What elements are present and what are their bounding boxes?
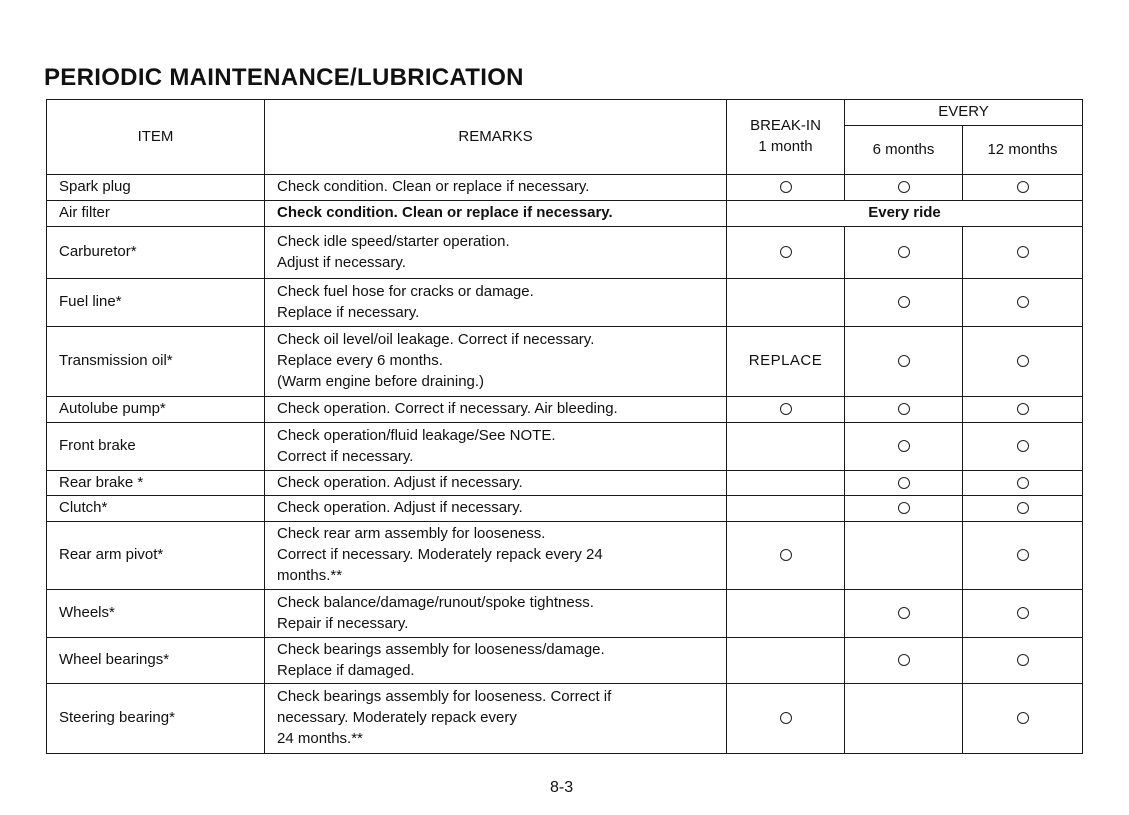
remarks-cell — [265, 201, 727, 227]
remark-line: Replace if damaged. — [277, 661, 415, 679]
table-row — [47, 638, 1083, 684]
page-title: PERIODIC MAINTENANCE/LUBRICATION — [44, 64, 524, 91]
break-in-cell — [727, 423, 845, 471]
break-in-label: BREAK-IN — [750, 117, 821, 135]
circle-icon — [1017, 654, 1029, 666]
item-cell: Wheels* — [47, 590, 265, 638]
item-cell: Clutch* — [47, 496, 265, 522]
remark-line: Check condition. Clean or replace if necessary. — [277, 204, 613, 222]
table-row — [47, 397, 1083, 423]
twelve-months-cell — [963, 496, 1083, 522]
circle-icon — [1017, 712, 1029, 724]
item-cell: Front brake — [47, 423, 265, 471]
six-months-cell — [845, 279, 963, 327]
six-months-cell — [845, 397, 963, 423]
twelve-months-cell — [963, 471, 1083, 496]
every-column-header: EVERY — [845, 100, 1083, 126]
remark-line: Check balance/damage/runout/spoke tightness. — [277, 593, 594, 611]
table-body — [47, 175, 1083, 754]
six-months-column-header: 6 months — [845, 126, 963, 175]
break-in-cell — [727, 175, 845, 201]
circle-icon — [898, 502, 910, 514]
circle-icon — [898, 296, 910, 308]
twelve-months-column-header: 12 months — [963, 126, 1083, 175]
twelve-months-cell — [963, 227, 1083, 279]
twelve-months-cell — [963, 279, 1083, 327]
remark-line: Check bearings assembly for looseness. Correct if — [277, 688, 612, 706]
item-cell: Transmission oil* — [47, 327, 265, 397]
remark-line: Check fuel hose for cracks or damage. — [277, 282, 534, 300]
circle-icon — [780, 246, 792, 258]
remarks-cell — [265, 522, 727, 590]
table-header — [47, 100, 1083, 175]
remarks-cell — [265, 496, 727, 522]
remark-line: Replace if necessary. — [277, 303, 420, 321]
circle-icon — [780, 403, 792, 415]
circle-icon — [898, 246, 910, 258]
table-row — [47, 201, 1083, 227]
table-row — [47, 471, 1083, 496]
circle-icon — [780, 181, 792, 193]
remark-line: Check condition. Clean or replace if necessary. — [277, 178, 590, 196]
six-months-cell — [845, 175, 963, 201]
remarks-column-header: REMARKS — [265, 100, 727, 175]
six-months-cell — [845, 327, 963, 397]
remark-line: Check idle speed/starter operation. — [277, 232, 510, 250]
remark-line: Check operation/fluid leakage/See NOTE. — [277, 426, 556, 444]
break-in-cell — [727, 397, 845, 423]
break-in-cell — [727, 471, 845, 496]
remarks-cell — [265, 397, 727, 423]
remark-line: months.** — [277, 566, 343, 584]
circle-icon — [898, 403, 910, 415]
circle-icon — [1017, 607, 1029, 619]
remarks-cell — [265, 279, 727, 327]
six-months-cell — [845, 227, 963, 279]
circle-icon — [898, 355, 910, 367]
table-row — [47, 590, 1083, 638]
break-in-cell — [727, 684, 845, 754]
six-months-cell — [845, 471, 963, 496]
circle-icon — [1017, 403, 1029, 415]
twelve-months-cell — [963, 327, 1083, 397]
break-in-cell — [727, 227, 845, 279]
item-cell: Steering bearing* — [47, 684, 265, 754]
item-cell: Fuel line* — [47, 279, 265, 327]
break-in-cell — [727, 279, 845, 327]
remark-line: Check operation. Adjust if necessary. — [277, 473, 523, 491]
twelve-months-cell — [963, 522, 1083, 590]
every-ride-cell: Every ride — [727, 201, 1083, 227]
break-in-cell: REPLACE — [727, 327, 845, 397]
item-cell: Rear brake * — [47, 471, 265, 496]
circle-icon — [780, 549, 792, 561]
twelve-months-cell — [963, 397, 1083, 423]
remarks-cell — [265, 638, 727, 684]
remarks-cell — [265, 684, 727, 754]
break-in-cell — [727, 522, 845, 590]
remark-line: Check operation. Adjust if necessary. — [277, 499, 523, 517]
item-cell: Carburetor* — [47, 227, 265, 279]
circle-icon — [1017, 355, 1029, 367]
circle-icon — [898, 607, 910, 619]
table-row — [47, 227, 1083, 279]
item-cell: Rear arm pivot* — [47, 522, 265, 590]
remark-line: Adjust if necessary. — [277, 253, 406, 271]
remark-line: necessary. Moderately repack every — [277, 709, 517, 727]
remark-line: Correct if necessary. — [277, 447, 414, 465]
table-row — [47, 522, 1083, 590]
circle-icon — [780, 712, 792, 724]
remark-line: Check bearings assembly for looseness/damage. — [277, 640, 605, 658]
break-in-column-header — [727, 100, 845, 175]
remarks-cell — [265, 327, 727, 397]
table-row — [47, 279, 1083, 327]
remarks-cell — [265, 471, 727, 496]
circle-icon — [1017, 502, 1029, 514]
remark-line: Check rear arm assembly for looseness. — [277, 525, 546, 543]
remarks-cell — [265, 590, 727, 638]
six-months-cell — [845, 590, 963, 638]
page-number: 8-3 — [550, 779, 574, 796]
twelve-months-cell — [963, 590, 1083, 638]
circle-icon — [1017, 181, 1029, 193]
break-in-cell — [727, 496, 845, 522]
item-cell: Spark plug — [47, 175, 265, 201]
six-months-cell — [845, 638, 963, 684]
remark-line: Check oil level/oil leakage. Correct if necessary. — [277, 331, 595, 349]
remark-line: Repair if necessary. — [277, 614, 409, 632]
table-row — [47, 327, 1083, 397]
circle-icon — [1017, 246, 1029, 258]
circle-icon — [898, 654, 910, 666]
remark-line: Check operation. Correct if necessary. Air bleeding. — [277, 400, 618, 418]
remarks-cell — [265, 175, 727, 201]
item-cell: Air filter — [47, 201, 265, 227]
circle-icon — [898, 440, 910, 452]
twelve-months-cell — [963, 175, 1083, 201]
circle-icon — [1017, 296, 1029, 308]
break-in-period: 1 month — [758, 138, 813, 155]
item-cell: Wheel bearings* — [47, 638, 265, 684]
break-in-cell — [727, 638, 845, 684]
twelve-months-cell — [963, 684, 1083, 754]
six-months-cell — [845, 522, 963, 590]
six-months-cell — [845, 496, 963, 522]
six-months-cell — [845, 423, 963, 471]
circle-icon — [1017, 440, 1029, 452]
remark-line: Replace every 6 months. — [277, 352, 443, 370]
remarks-cell — [265, 227, 727, 279]
maintenance-table — [46, 99, 1083, 754]
table-row — [47, 684, 1083, 754]
remark-line: 24 months.** — [277, 729, 363, 747]
circle-icon — [898, 477, 910, 489]
remark-line: (Warm engine before draining.) — [277, 372, 485, 390]
twelve-months-cell — [963, 423, 1083, 471]
remarks-cell — [265, 423, 727, 471]
circle-icon — [1017, 549, 1029, 561]
circle-icon — [1017, 477, 1029, 489]
break-in-cell — [727, 590, 845, 638]
item-column-header: ITEM — [47, 100, 265, 175]
table-row — [47, 175, 1083, 201]
circle-icon — [898, 181, 910, 193]
table-row — [47, 423, 1083, 471]
twelve-months-cell — [963, 638, 1083, 684]
remark-line: Correct if necessary. Moderately repack every 24 — [277, 546, 603, 564]
item-cell: Autolube pump* — [47, 397, 265, 423]
six-months-cell — [845, 684, 963, 754]
table-row — [47, 496, 1083, 522]
